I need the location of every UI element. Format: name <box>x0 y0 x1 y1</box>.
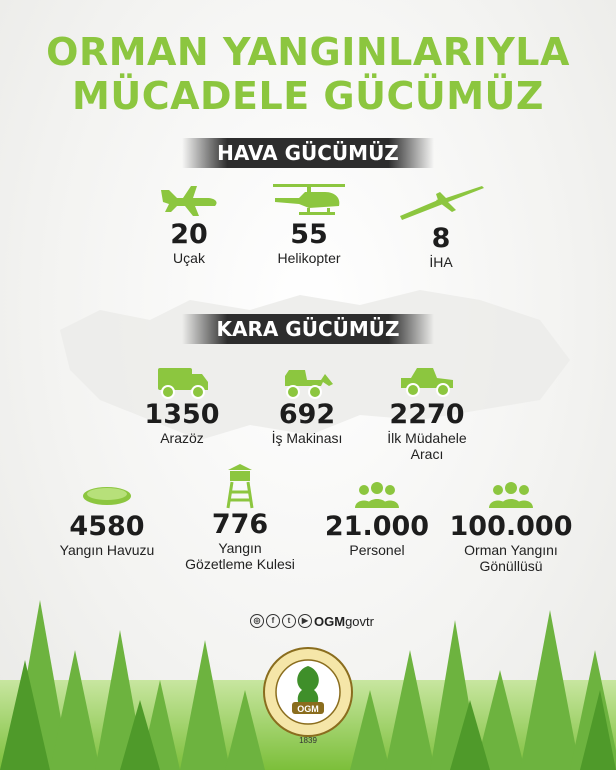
helicopter-icon <box>269 180 349 220</box>
svg-text:OGM: OGM <box>297 704 319 714</box>
stat-label-line-1: Yangın <box>218 540 262 556</box>
stat-value: 1350 <box>144 399 220 430</box>
excavator-icon <box>279 360 335 400</box>
drone-icon <box>396 180 486 224</box>
twitter-icon[interactable]: t <box>282 614 296 628</box>
stat-label: Uçak <box>173 250 205 266</box>
ogm-seal-logo <box>262 640 354 750</box>
stat-label: İHA <box>429 254 453 270</box>
stat-label: Arazöz <box>160 430 204 446</box>
stat-value: 100.000 <box>449 511 573 542</box>
stat-label-line-1: İlk Müdahele <box>387 430 467 446</box>
stat-volunteers <box>426 480 596 574</box>
people-icon <box>352 480 402 512</box>
headline-line-2: MÜCADELE GÜCÜMÜZ <box>72 74 544 118</box>
social-handles <box>250 611 430 631</box>
airplane-icon <box>157 180 221 220</box>
headline-line-1: ORMAN YANGINLARIYLA <box>46 30 570 74</box>
stat-label-line-2: Aracı <box>410 446 444 462</box>
stat-label-line-2: Gönüllüsü <box>479 558 543 574</box>
stat-value: 4580 <box>69 511 145 542</box>
stat-first-response <box>342 360 512 462</box>
land-power-heading: KARA GÜCÜMÜZ <box>182 314 434 344</box>
stat-label: Yangın Havuzu <box>59 542 155 558</box>
people-icon <box>486 480 536 512</box>
stat-value: 8 <box>431 223 451 254</box>
stat-value: 2270 <box>389 399 465 430</box>
stat-value: 20 <box>170 219 208 250</box>
stat-label-line-2: Gözetleme Kulesi <box>185 556 295 572</box>
stat-label-line-1: Orman Yangını <box>464 542 558 558</box>
watchtower-icon <box>220 462 260 510</box>
stat-label: Helikopter <box>277 250 341 266</box>
facebook-icon[interactable]: f <box>266 614 280 628</box>
fire-truck-icon <box>154 360 210 400</box>
pool-icon <box>79 482 135 512</box>
instagram-icon[interactable]: ◎ <box>250 614 264 628</box>
social-handle[interactable] <box>314 614 374 629</box>
handle-bold: OGM <box>314 613 346 629</box>
stat-value: 21.000 <box>324 511 430 542</box>
handle-rest: govtr <box>345 613 374 629</box>
stat-drones <box>356 180 526 270</box>
youtube-icon[interactable]: ▶ <box>298 614 312 628</box>
pickup-truck-icon <box>397 360 457 400</box>
svg-text:1839: 1839 <box>299 736 317 745</box>
stat-value: 692 <box>278 399 336 430</box>
stat-value: 776 <box>211 509 269 540</box>
stat-label: İş Makinası <box>271 430 343 446</box>
air-power-heading: HAVA GÜCÜMÜZ <box>182 138 434 168</box>
stat-label: Personel <box>349 542 405 558</box>
stat-value: 55 <box>290 219 328 250</box>
